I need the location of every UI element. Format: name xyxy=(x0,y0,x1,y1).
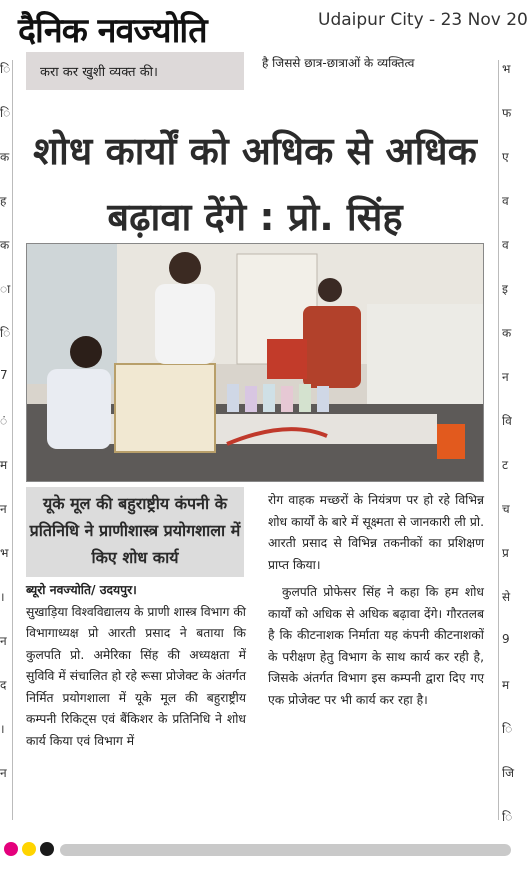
margin-char: ह xyxy=(0,194,7,208)
body-paragraph-1: सुखाड़िया विश्वविद्यालय के प्राणी शास्त्र विभाग की विभागाध्यक्ष प्रो आरती प्रसाद ने बताया कि कुलपति प्रो. अमेरिका सिंह की अध्यक्षता में सुविवि में संचालित हो रहे रूसा प्रोजेक्ट के अंतर्गत निर्मित प्रयोगशाला में यूके मूल की बहुराष्ट्रीय कम्पनी रिकिट्स एवं बैंकिशर के प्रतिनिधि ने शोध कार्य किया एवं विभाग में xyxy=(26,604,246,748)
grey-bar xyxy=(60,844,511,856)
margin-char: न xyxy=(502,370,509,384)
margin-char: ा xyxy=(0,282,11,296)
margin-char: फ xyxy=(502,106,512,120)
margin-char: न xyxy=(0,766,7,780)
magenta-dot xyxy=(4,842,18,856)
news-photo xyxy=(26,243,484,482)
body-paragraph-2: रोग वाहक मच्छरों के नियंत्रण पर हो रहे विभिन्न शोध कार्यों के बारे में सूक्ष्मता से जानकारी ली प्रो. आरती प्रसाद से विभिन्न तकनीकों का प्रशिक्षण प्राप्त किया। xyxy=(268,493,484,572)
right-margin-text xyxy=(500,60,515,824)
margin-char: न xyxy=(0,634,7,648)
margin-char: । xyxy=(0,590,5,604)
margin-char: ि xyxy=(502,810,513,824)
byline: ब्यूरो नवज्योति/ उदयपुर। xyxy=(26,583,137,597)
margin-char: च xyxy=(502,502,510,516)
body-paragraph-3: कुलपति प्रोफेसर सिंह ने कहा कि हम शोध कार्यों को अधिक से अधिक बढ़ावा देंगे। गौरतलब है कि कीटनाशक निर्माता यह कंपनी कीटनाशकों के परीक्षण हेतु विभाग के साथ कार्य कर रही है, जिसके अंतर्गत विभाग इस कम्पनी द्वारा दिए गए एक प्रोजेक्ट पर भी कार्य कर रहा है। xyxy=(268,585,484,707)
column-rule-right xyxy=(498,60,499,820)
bottom-color-bar xyxy=(0,836,511,862)
margin-char: से xyxy=(502,590,511,604)
top-left-snippet: करा कर खुशी व्यक्त की। xyxy=(40,65,158,80)
margin-char: व xyxy=(502,194,509,208)
dateline: Udaipur City - 23 Nov 20 xyxy=(318,10,528,30)
margin-char: भ xyxy=(502,62,511,76)
article-column-1 xyxy=(26,580,246,752)
margin-char: इ xyxy=(502,282,508,296)
margin-char: जि xyxy=(502,766,515,780)
article-column-2 xyxy=(268,490,484,711)
margin-char: ि xyxy=(0,106,11,120)
margin-char: म xyxy=(502,678,510,692)
margin-char: क xyxy=(0,238,10,252)
black-dot xyxy=(40,842,54,856)
margin-char: म xyxy=(0,458,8,472)
masthead: दैनिक नवज्योति xyxy=(18,11,207,51)
margin-char: ए xyxy=(502,150,509,164)
margin-char: क xyxy=(502,326,512,340)
lab-photo-illustration xyxy=(27,244,483,481)
margin-char: क xyxy=(0,150,10,164)
margin-char: भ xyxy=(0,546,9,560)
margin-char: प्र xyxy=(502,546,509,560)
margin-char: ि xyxy=(0,326,11,340)
margin-char: 7 xyxy=(0,368,8,382)
margin-char: । xyxy=(0,722,5,736)
margin-char: न xyxy=(0,502,7,516)
yellow-dot xyxy=(22,842,36,856)
margin-char: 9 xyxy=(502,632,510,646)
margin-char: व xyxy=(502,238,509,252)
left-margin-text xyxy=(0,60,12,820)
margin-char: द xyxy=(0,678,7,692)
margin-char: ं xyxy=(0,414,8,428)
headline: शोध कार्यों को अधिक से अधिक बढ़ावा देंगे : प्रो. सिंह xyxy=(33,129,477,239)
margin-char: वि xyxy=(502,414,512,428)
subheadline: यूके मूल की बहुराष्ट्रीय कंपनी के प्रतिनिधि ने प्राणीशास्त्र प्रयोगशाला में किए शोध कार्य xyxy=(29,494,241,567)
margin-char: ट xyxy=(502,458,509,472)
top-right-snippet: है जिससे छात्र-छात्राओं के व्यक्तित्व xyxy=(262,56,415,70)
margin-char: ि xyxy=(502,722,513,736)
margin-char: ि xyxy=(0,62,11,76)
column-rule-left xyxy=(12,60,13,820)
